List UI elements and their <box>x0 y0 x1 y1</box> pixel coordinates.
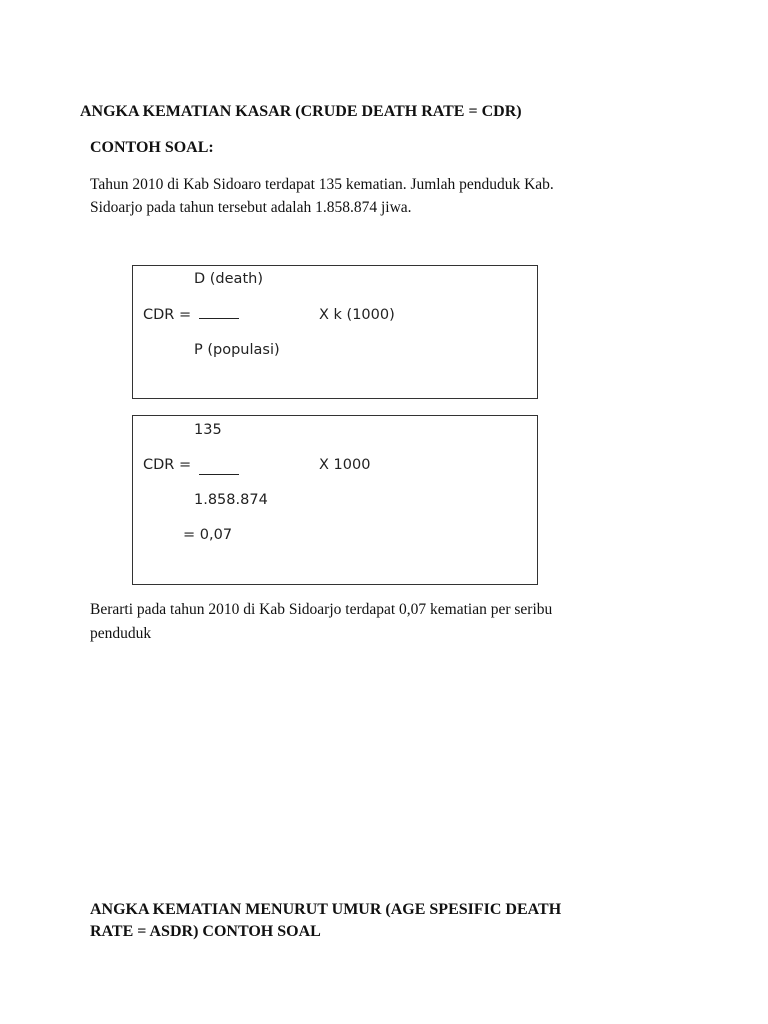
calc-lhs: CDR = <box>143 457 192 473</box>
conclusion-line: penduduk <box>90 625 152 642</box>
formula-denominator: P (populasi) <box>194 342 280 358</box>
calculation-box <box>132 415 538 585</box>
section2-title: ANGKA KEMATIAN MENURUT UMUR (AGE SPESIFIC DEATH <box>90 901 562 918</box>
problem-line: Sidoarjo pada tahun tersebut adalah 1.858.874 jiwa. <box>90 199 412 216</box>
calc-denominator: 1.858.874 <box>194 492 268 508</box>
conclusion-line: Berarti pada tahun 2010 di Kab Sidoarjo terdapat 0,07 kematian per seribu <box>90 601 553 618</box>
section-subtitle: CONTOH SOAL: <box>90 139 214 156</box>
calc-multiplier: X 1000 <box>319 457 371 473</box>
formula-lhs: CDR = <box>143 307 192 323</box>
calc-result: = 0,07 <box>183 527 233 543</box>
calc-numerator: 135 <box>194 422 222 438</box>
problem-line: Tahun 2010 di Kab Sidoaro terdapat 135 kematian. Jumlah penduduk Kab. <box>90 176 554 193</box>
section2-title: RATE = ASDR) CONTOH SOAL <box>90 923 321 940</box>
fraction-line <box>199 318 239 319</box>
section-title: ANGKA KEMATIAN KASAR (CRUDE DEATH RATE = CDR) <box>80 103 522 120</box>
formula-multiplier: X k (1000) <box>319 307 395 323</box>
formula-numerator: D (death) <box>194 271 263 287</box>
fraction-line <box>199 474 239 475</box>
formula-box <box>132 265 538 399</box>
